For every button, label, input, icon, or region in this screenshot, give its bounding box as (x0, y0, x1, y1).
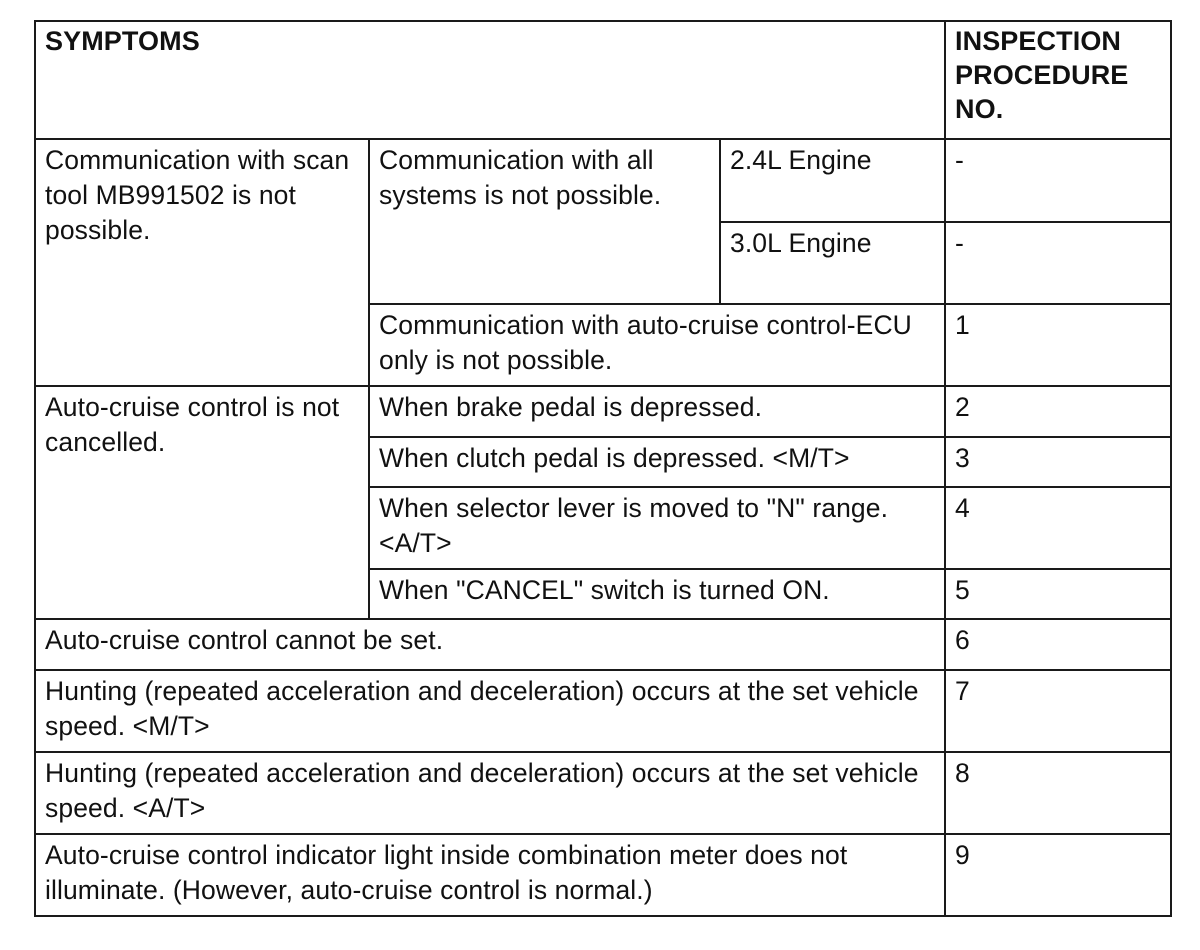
engine-2-4l: 2.4L Engine (720, 139, 945, 222)
condition-all-systems: Communication with all systems is not possible. (369, 139, 720, 304)
symptom-hunting-at: Hunting (repeated acceleration and deceleration) occurs at the set vehicle speed. <A/T> (35, 752, 945, 834)
procedure-number: 9 (945, 834, 1171, 916)
table-row (35, 834, 1171, 916)
procedure-number: 5 (945, 569, 1171, 619)
procedure-number: 4 (945, 487, 1171, 569)
procedure-number: - (945, 222, 1171, 304)
symptom-table (34, 20, 1172, 917)
table-row (35, 386, 1171, 437)
symptom-communication: Communication with scan tool MB991502 is not possible. (35, 139, 369, 386)
symptom-cannot-be-set: Auto-cruise control cannot be set. (35, 619, 945, 670)
table-row (35, 619, 1171, 670)
procedure-number: 2 (945, 386, 1171, 437)
condition-clutch-pedal: When clutch pedal is depressed. <M/T> (369, 437, 945, 487)
symptom-not-cancelled: Auto-cruise control is not cancelled. (35, 386, 369, 619)
condition-selector-lever: When selector lever is moved to "N" range. <A/T> (369, 487, 945, 569)
procedure-number: 3 (945, 437, 1171, 487)
condition-brake-pedal: When brake pedal is depressed. (369, 386, 945, 437)
symptom-hunting-mt: Hunting (repeated acceleration and deceleration) occurs at the set vehicle speed. <M/T> (35, 670, 945, 752)
procedure-number: - (945, 139, 1171, 222)
condition-ecu-only: Communication with auto-cruise control-ECU only is not possible. (369, 304, 945, 386)
header-row (35, 21, 1171, 139)
procedure-number: 1 (945, 304, 1171, 386)
procedure-number: 8 (945, 752, 1171, 834)
table-row (35, 139, 1171, 222)
table-row (35, 670, 1171, 752)
engine-3-0l: 3.0L Engine (720, 222, 945, 304)
header-inspection-procedure-no: INSPECTION PROCEDURE NO. (945, 21, 1171, 139)
condition-cancel-switch: When "CANCEL" switch is turned ON. (369, 569, 945, 619)
symptom-indicator-light: Auto-cruise control indicator light inside combination meter does not illuminate. (However, auto-cruise control is normal.) (35, 834, 945, 916)
header-symptoms: SYMPTOMS (35, 21, 945, 139)
table-row (35, 752, 1171, 834)
procedure-number: 7 (945, 670, 1171, 752)
procedure-number: 6 (945, 619, 1171, 670)
